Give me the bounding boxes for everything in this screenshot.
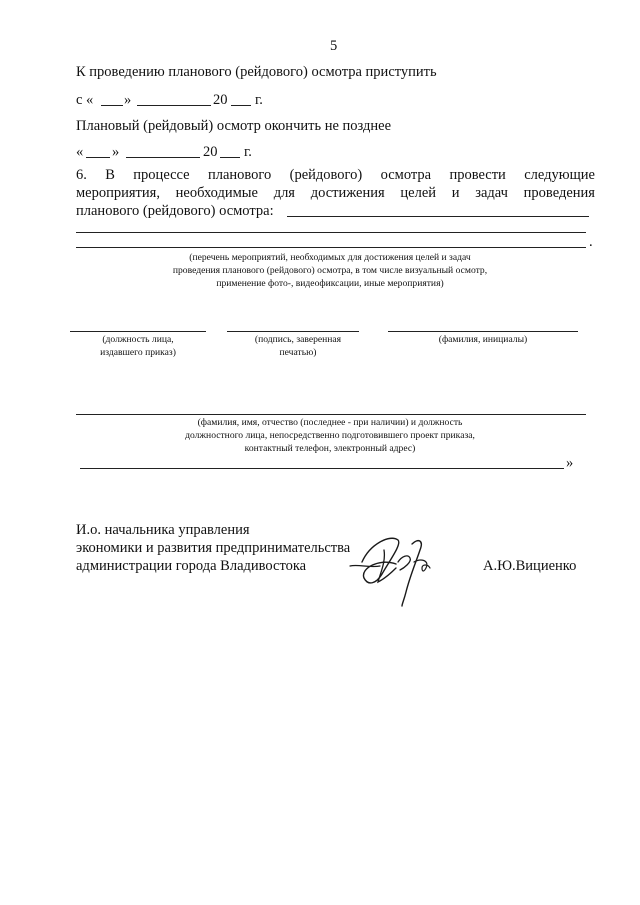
preparer-blank-2 [80,468,564,469]
start-date-prefix: с « [76,92,94,108]
end-date-year: 20 [203,144,218,160]
item6-word: для [273,185,295,201]
item6-word: 6. [76,167,87,183]
caption-line: (фамилия, имя, отчество (последнее - при наличии) и должность [197,417,463,428]
item6-word: мероприятия, [76,185,160,201]
end-date-suffix: г. [244,144,252,160]
start-date-day-close: » [124,92,132,108]
item6-word: и [451,185,460,201]
start-month-blank [137,105,211,106]
item6-period: . [589,234,593,250]
item6-word: следующие [524,167,595,183]
end-date-prefix: « [76,144,84,160]
item6-word: целей [400,185,437,201]
end-date-day-close: » [112,144,120,160]
caption-line: (подпись, заверенная [254,334,342,345]
item6-line3: планового (рейдового) осмотра: [76,203,274,219]
signer-title-line2: экономики и развития предпринимательства [76,540,351,556]
end-year-blank [220,157,240,158]
end-day-blank [86,157,110,158]
start-day-blank [101,105,123,106]
caption-line: (перечень мероприятий, необходимых для достижения целей и задач [189,252,471,263]
name-caption [388,333,578,346]
sign-caption [227,333,369,359]
caption-line: печатью) [279,347,317,358]
item6-blank-1 [287,216,589,217]
end-line: Плановый (рейдовый) осмотр окончить не позднее [76,118,391,134]
item6-word: осмотра [380,167,432,183]
signer-title-line1: И.о. начальника управления [76,522,250,538]
position-caption [70,333,206,359]
item6-line2 [76,184,595,202]
caption-line: (фамилия, инициалы) [438,334,528,345]
page-number: 5 [330,38,338,54]
item6-word: планового [207,167,272,183]
item6-word: достижения [310,185,385,201]
signer-title-line3: администрации города Владивостока [76,558,307,574]
end-month-blank [126,157,200,158]
start-line: К проведению планового (рейдового) осмотра приступить [76,64,437,80]
preparer-caption [80,416,580,455]
item6-word: задач [475,185,508,201]
signature-blank [227,331,359,332]
handwritten-signature [340,522,460,608]
caption-line: издавшего приказ) [100,347,176,358]
item6-word: В [105,167,115,183]
item6-blank-2 [76,232,586,233]
caption-line: применение фото-, видеофиксации, иные мероприятия) [216,278,444,289]
item6-line1 [76,166,595,184]
closing-quote: » [566,455,574,471]
caption-line: (должность лица, [102,334,174,345]
preparer-blank [76,414,586,415]
caption-line: контактный телефон, электронный адрес) [244,443,416,454]
item6-word: необходимые [175,185,258,201]
item6-word: проведения [523,185,595,201]
item6-word: процессе [133,167,190,183]
item6-word: (рейдового) [289,167,363,183]
item6-caption [80,251,580,290]
caption-line: должностного лица, непосредственно подготовившего проект приказа, [185,430,475,441]
signer-name: А.Ю.Вициенко [483,558,577,574]
start-date-suffix: г. [255,92,263,108]
start-date-year: 20 [213,92,228,108]
position-blank [70,331,206,332]
item6-word: провести [449,167,506,183]
name-blank [388,331,578,332]
item6-blank-3 [76,247,586,248]
caption-line: проведения планового (рейдового) осмотра, в том числе визуальный осмотр, [172,265,488,276]
start-year-blank [231,105,251,106]
